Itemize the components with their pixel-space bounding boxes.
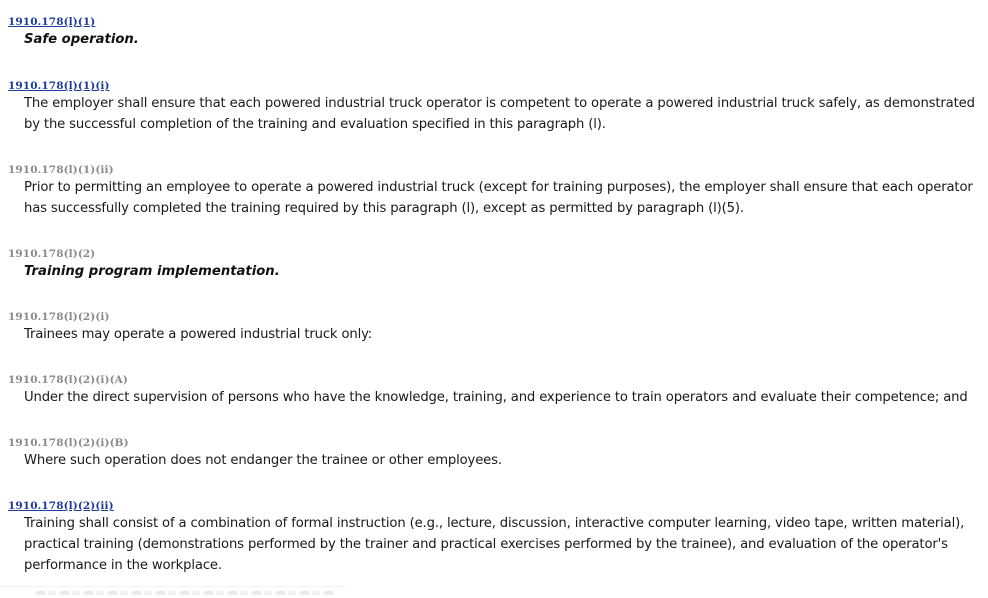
paragraph-text: The employer shall ensure that each powered industrial truck operator is competent to operate a powered industrial truck safely, as demonstrated by the successful completion of the training and evaluation specified in this paragraph (l). [24, 96, 975, 132]
paragraph-text: Under the direct supervision of persons who have the knowledge, training, and experience to train operators and evaluate their competence; and [24, 390, 968, 405]
paragraph-ref-link[interactable]: 1910.178(l)(1) [8, 16, 96, 28]
paragraph-ref: 1910.178(l)(2)(i) [8, 311, 110, 323]
regulation-document [8, 15, 983, 583]
cutoff-overflow-line [0, 586, 345, 598]
paragraph-ref-link[interactable]: 1910.178(l)(2)(ii) [8, 500, 114, 512]
paragraph-ref: 1910.178(l)(1)(ii) [8, 164, 114, 176]
paragraph-l-1-i [8, 79, 983, 163]
paragraph-text: Training shall consist of a combination of formal instruction (e.g., lecture, discussion, interactive computer learning, video tape, written material), practical training (demonstrations performed by the trainer and practical exercises performed by the trainee), and evaluation of the operator's performance in the workplace. [24, 516, 965, 573]
paragraph-l-1 [8, 15, 983, 79]
paragraph-l-2-i-a [8, 373, 983, 436]
paragraph-text: Trainees may operate a powered industrial truck only: [24, 327, 373, 342]
paragraph-ref: 1910.178(l)(2) [8, 248, 96, 260]
paragraph-l-2 [8, 247, 983, 310]
section-heading: Safe operation. [24, 32, 139, 47]
paragraph-text: Where such operation does not endanger the trainee or other employees. [24, 453, 502, 468]
paragraph-l-2-ii [8, 499, 983, 583]
paragraph-l-1-ii [8, 163, 983, 247]
cutoff-faint-text [36, 591, 336, 595]
paragraph-ref: 1910.178(l)(2)(i)(B) [8, 437, 129, 449]
paragraph-l-2-i [8, 310, 983, 373]
paragraph-ref-link[interactable]: 1910.178(l)(1)(i) [8, 80, 110, 92]
section-heading: Training program implementation. [24, 264, 280, 279]
paragraph-ref: 1910.178(l)(2)(i)(A) [8, 374, 128, 386]
paragraph-text: Prior to permitting an employee to operate a powered industrial truck (except for training purposes), the employer shall ensure that each operator has successfully completed the training required by this paragraph (l), except as permitted by paragraph (l)(5). [24, 180, 973, 216]
paragraph-l-2-i-b [8, 436, 983, 499]
